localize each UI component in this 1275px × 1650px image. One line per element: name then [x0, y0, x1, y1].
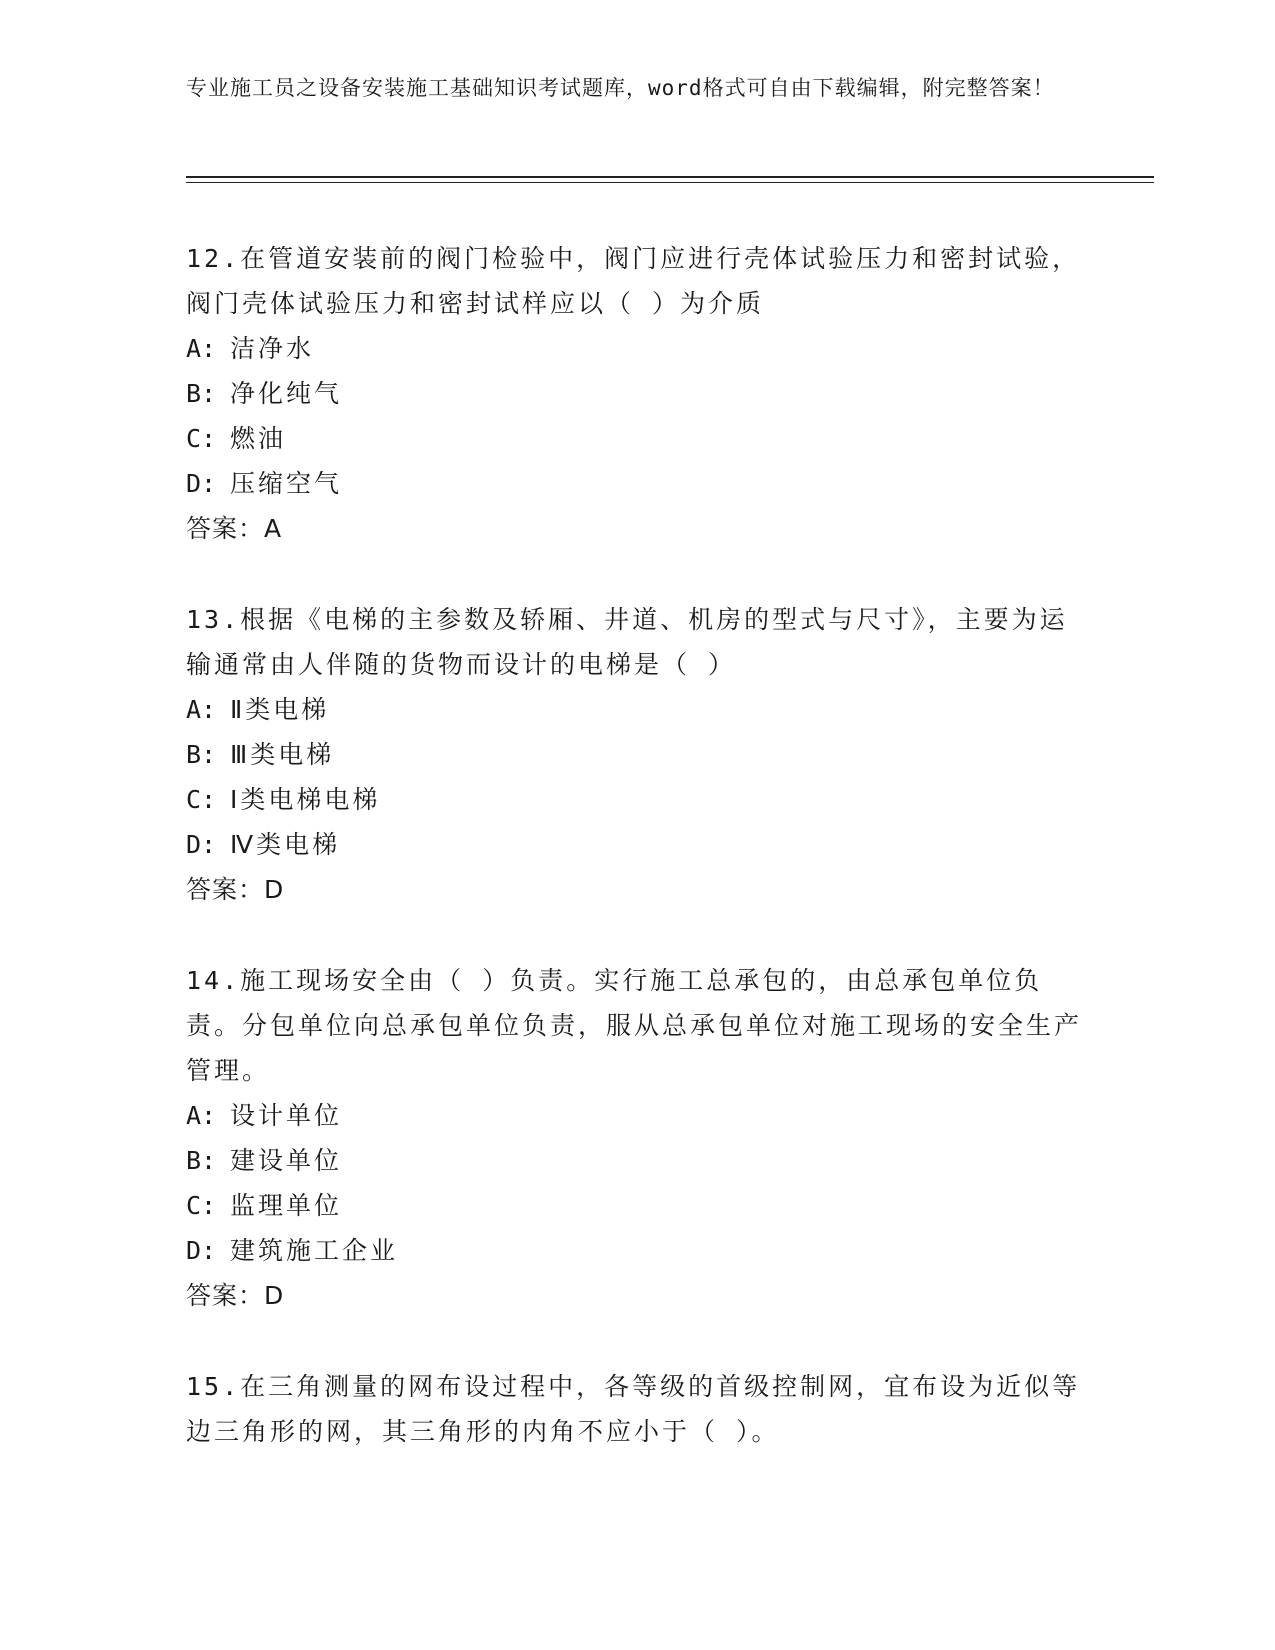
option-text: 燃油: [230, 424, 287, 453]
option-b: [186, 1138, 1086, 1183]
question-14: [186, 958, 1086, 1318]
question-15: [186, 1364, 1086, 1454]
header-divider-thin: [186, 182, 1154, 183]
option-a: [186, 687, 1086, 732]
option-letter: D:: [186, 830, 217, 859]
question-stem: 12.在管道安装前的阀门检验中，阀门应进行壳体试验压力和密封试验，阀门壳体试验压力和密封试样应以（ ）为介质: [186, 244, 1081, 318]
option-text: Ⅳ类电梯: [230, 830, 341, 859]
option-a: [186, 1093, 1086, 1138]
option-text: Ⅰ类电梯电梯: [230, 785, 381, 814]
option-text: 压缩空气: [230, 469, 343, 498]
header-divider-thick: [186, 176, 1154, 178]
option-letter: A:: [186, 695, 217, 724]
question-13: [186, 597, 1086, 912]
document-intro: 专业施工员之设备安装施工基础知识考试题库，word格式可自由下载编辑，附完整答案！: [186, 76, 1055, 100]
option-text: 监理单位: [230, 1191, 343, 1220]
option-d: [186, 1228, 1086, 1273]
option-letter: C:: [186, 424, 217, 453]
option-text: Ⅱ类电梯: [230, 695, 330, 724]
answer-line: 答案：A: [186, 514, 283, 543]
option-text: 建筑施工企业: [230, 1236, 399, 1265]
option-letter: B:: [186, 379, 217, 408]
option-letter: D:: [186, 1236, 217, 1265]
option-text: 洁净水: [230, 334, 315, 363]
option-letter: A:: [186, 334, 217, 363]
question-12: [186, 236, 1086, 551]
option-text: 净化纯气: [230, 379, 343, 408]
option-letter: B:: [186, 740, 217, 769]
option-a: [186, 326, 1086, 371]
question-list: [186, 236, 1086, 1500]
option-letter: B:: [186, 1146, 217, 1175]
option-text: 建设单位: [230, 1146, 343, 1175]
option-letter: C:: [186, 785, 217, 814]
question-stem: 13.根据《电梯的主参数及轿厢、井道、机房的型式与尺寸》，主要为运输通常由人伴随的货物而设计的电梯是（ ）: [186, 605, 1068, 679]
option-text: 设计单位: [230, 1101, 343, 1130]
option-c: [186, 1183, 1086, 1228]
option-c: [186, 416, 1086, 461]
option-text: Ⅲ类电梯: [230, 740, 335, 769]
question-stem: 15.在三角测量的网布设过程中，各等级的首级控制网，宜布设为近似等边三角形的网，其三角形的内角不应小于（ ）。: [186, 1372, 1081, 1446]
option-b: [186, 732, 1086, 777]
answer-line: 答案：D: [186, 1281, 285, 1310]
option-c: [186, 777, 1086, 822]
answer-line: 答案：D: [186, 875, 285, 904]
option-letter: A:: [186, 1101, 217, 1130]
option-d: [186, 461, 1086, 506]
question-stem: 14.施工现场安全由（ ）负责。实行施工总承包的，由总承包单位负责。分包单位向总承包单位负责，服从总承包单位对施工现场的安全生产管理。: [186, 966, 1083, 1085]
option-letter: C:: [186, 1191, 217, 1220]
option-b: [186, 371, 1086, 416]
option-letter: D:: [186, 469, 217, 498]
option-d: [186, 822, 1086, 867]
